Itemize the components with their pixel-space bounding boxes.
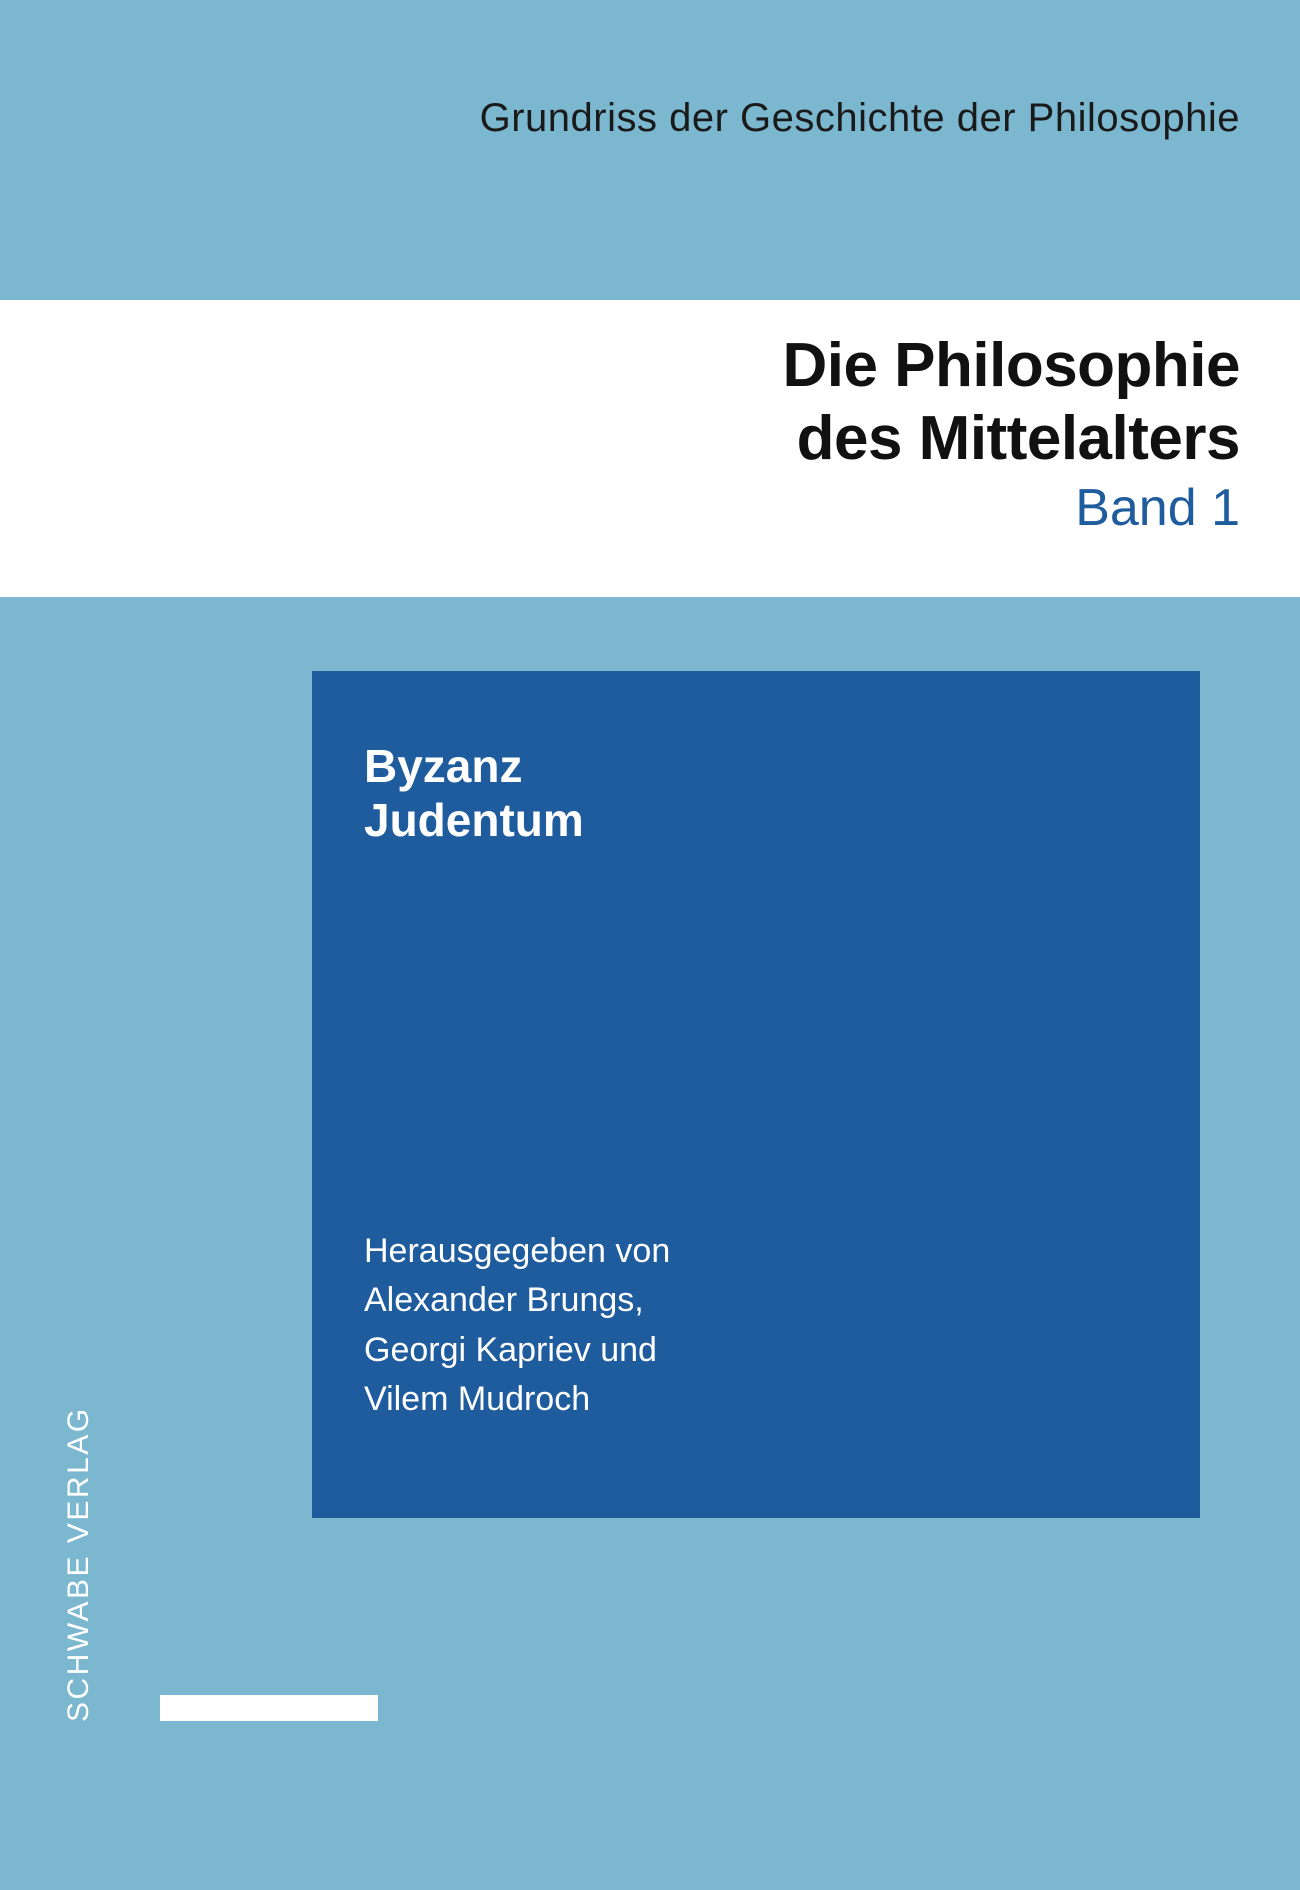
- editors-line: Herausgegeben von: [364, 1232, 671, 1270]
- page-title: [782, 330, 1240, 475]
- series-band: [0, 0, 1300, 300]
- editors-line: Vilem Mudroch: [364, 1379, 591, 1418]
- title-line-1: Die Philosophie: [782, 331, 1240, 400]
- subject-list: [364, 739, 584, 848]
- subject-item: Byzanz: [364, 740, 523, 792]
- editors-line: Georgi Kapriev und: [364, 1330, 657, 1369]
- subject-box: [312, 671, 1200, 1518]
- series-title: Grundriss der Geschichte der Philosophie: [479, 96, 1240, 140]
- editors-block: [364, 1227, 670, 1424]
- publisher-rule: [160, 1695, 378, 1721]
- volume-label: Band 1: [1075, 479, 1240, 537]
- editors-line: Alexander Brungs,: [364, 1281, 644, 1320]
- title-band: [0, 300, 1300, 597]
- publisher-name: SCHWABE VERLAG: [62, 1406, 95, 1722]
- subject-item: Judentum: [364, 794, 584, 847]
- title-line-2: des Mittelalters: [796, 403, 1240, 473]
